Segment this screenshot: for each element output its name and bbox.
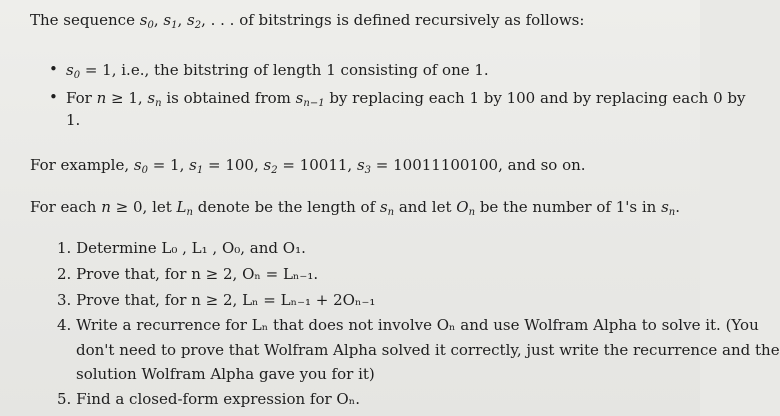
item-4 [57,315,759,335]
item-5-num: 5. [57,390,72,408]
bullet-2-cont: 1. [66,111,81,129]
def-p4: and let [394,198,457,216]
bullet2-sn-sub: n [155,98,162,109]
example-s0: s [133,156,142,174]
intro-suffix: , . . . of bitstrings is defined recursively as follows: [201,11,585,29]
example-v0: = 1, [147,156,190,174]
bullet-2 [66,88,745,114]
example-p1: For example, [30,156,134,174]
item-3-text: Prove that, for n ≥ 2, Lₙ = Lₙ₋₁ + 2Oₙ₋₁ [76,291,376,309]
item-1-text: Determine L₀ , L₁ , O₀, and O₁. [76,239,306,257]
intro-s2-sub: 2 [194,20,202,31]
item-4-num: 4. [57,316,72,334]
def-O: O [456,198,469,216]
bullet-1 [66,60,489,86]
example-s0-sub: 0 [141,165,148,176]
item-4-cont-1: don't need to prove that Wolfram Alpha solved it correctly, just write the recurrence and the [76,341,780,359]
item-5-text: Find a closed-form expression for Oₙ. [76,390,360,408]
def-p2: ≥ 0, let [110,198,177,216]
bullet2-snm1: s [295,89,304,107]
definition-line [30,197,680,223]
bullet2-sn: s [147,89,156,107]
bullet-dot-2: • [49,88,58,106]
item-4-cont-2: solution Wolfram Alpha gave you for it) [76,365,375,383]
example-s1: s [189,156,197,174]
intro-sep1: , [153,11,164,29]
def-L-sub: n [186,207,193,218]
example-s1-sub: 1 [196,165,204,176]
example-s2: s [263,156,272,174]
def-p3: denote be the length of [192,198,380,216]
bullet2-p3: is obtained from [161,89,296,107]
def-s: s [379,198,388,216]
intro-s1: s [163,11,172,29]
bullet2-p2: ≥ 1, [106,89,148,107]
item-2-num: 2. [57,265,72,283]
bullet2-p1: For [66,89,97,107]
item-5 [57,389,360,409]
intro-s2: s [186,11,195,29]
def-s2-sub: n [668,207,676,218]
bullet2-snm1-sub: n−1 [303,98,325,109]
def-s-sub: n [387,207,395,218]
def-p6: . [675,198,681,216]
bullet2-n: n [96,89,107,107]
bullet2-p4: by replacing each 1 by 100 and by replacing each 0 by [324,89,746,107]
example-line [30,155,586,181]
def-s2: s [661,198,669,216]
item-3 [57,290,375,310]
def-L: L [176,198,187,216]
bullet1-sym: s [66,61,74,79]
item-1-num: 1. [57,239,72,257]
bullet1-sub: 0 [73,70,81,81]
def-p1: For each [30,198,102,216]
def-n: n [101,198,111,216]
intro-s0-sub: 0 [147,20,154,31]
example-s3: s [356,156,365,174]
intro-prefix: The sequence [30,11,140,29]
bullet1-text: = 1, i.e., the bitstring of length 1 consisting of one 1. [80,61,489,79]
item-2-text: Prove that, for n ≥ 2, Oₙ = Lₙ₋₁. [76,265,319,283]
example-s3-sub: 3 [364,165,372,176]
intro-s0: s [139,11,148,29]
def-O-sub: n [468,207,476,218]
example-v1: = 100, [203,156,264,174]
item-1 [57,238,306,258]
example-v3: = 10011100100, and so on. [371,156,586,174]
def-p5: be the number of 1's in [475,198,662,216]
item-2 [57,264,318,284]
example-s2-sub: 2 [271,165,278,176]
example-v2: = 10011, [277,156,357,174]
item-4-text: Write a recurrence for Lₙ that does not involve Oₙ and use Wolfram Alpha to solve it. (You [76,316,759,334]
intro-line [30,10,584,36]
intro-sep2: , [177,11,187,29]
item-3-num: 3. [57,291,72,309]
bullet-dot-1: • [49,60,58,78]
intro-s1-sub: 1 [171,20,178,31]
